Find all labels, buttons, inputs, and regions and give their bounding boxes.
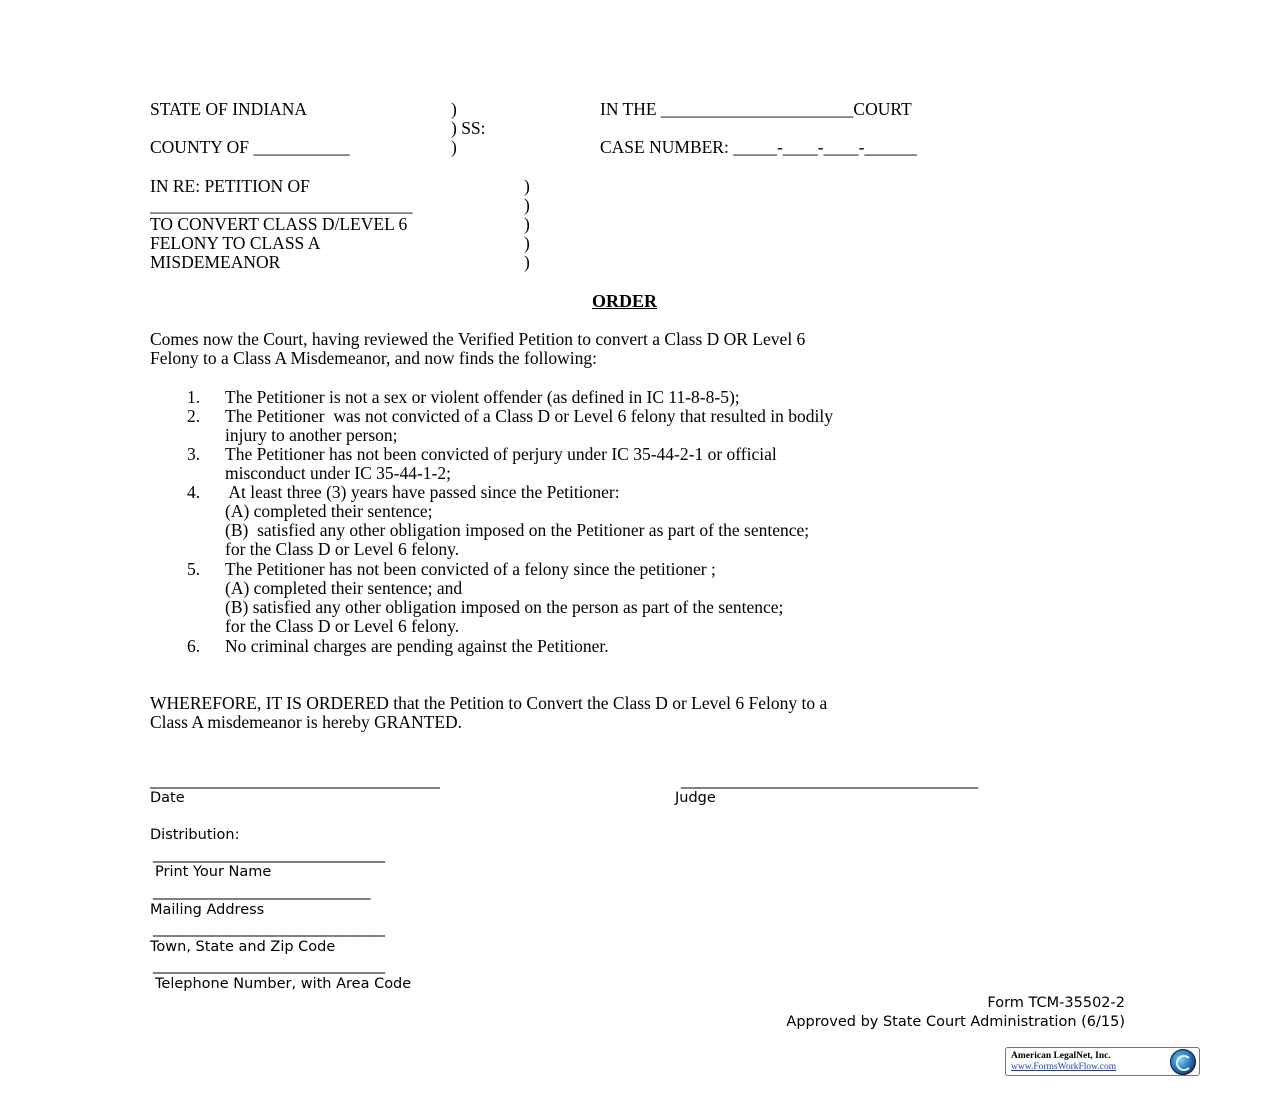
- finding-text: No criminal charges are pending against the Petitioner.: [225, 636, 609, 656]
- finding-number: 4.: [187, 482, 201, 502]
- finding-text: misconduct under IC 35-44-1-2;: [225, 463, 451, 483]
- form-number: Form TCM-35502-2: [987, 995, 1125, 1011]
- finding-text: The Petitioner has not been convicted of perjury under IC 35-44-2-1 or official: [225, 444, 777, 464]
- in-re-paren: ): [524, 233, 530, 253]
- in-re-line: IN RE: PETITION OF: [150, 176, 310, 196]
- in-re-line: TO CONVERT CLASS D/LEVEL 6: [150, 214, 408, 234]
- in-re-paren: ): [524, 252, 530, 272]
- finding-text: for the Class D or Level 6 felony.: [225, 616, 460, 636]
- intro-paragraph: Comes now the Court, having reviewed the Verified Petition to convert a Class D OR Level 6: [150, 329, 806, 349]
- telephone-line[interactable]: ________________________________: [153, 958, 385, 974]
- finding-text: The Petitioner was not convicted of a Class D or Level 6 felony that resulted in bodily: [225, 406, 833, 426]
- caption-paren: ): [451, 99, 457, 119]
- wherefore-paragraph: Class A misdemeanor is hereby GRANTED.: [150, 712, 463, 732]
- finding-text: for the Class D or Level 6 felony.: [225, 539, 460, 559]
- finding-number: 2.: [187, 406, 201, 426]
- distribution-heading: Distribution:: [150, 827, 240, 843]
- case-number-label: CASE NUMBER: _____-____-____-______: [600, 137, 917, 157]
- wherefore-paragraph: WHEREFORE, IT IS ORDERED that the Petition to Convert the Class D or Level 6 Felony to a: [150, 693, 828, 713]
- intro-paragraph: Felony to a Class A Misdemeanor, and now finds the following:: [150, 348, 597, 368]
- town-state-zip-line[interactable]: ________________________________: [153, 921, 385, 937]
- judge-label: Judge: [675, 790, 716, 806]
- finding-text: The Petitioner is not a sex or violent offender (as defined in IC 11-8-8-5);: [225, 387, 740, 407]
- date-signature-line[interactable]: ________________________________________: [150, 773, 440, 789]
- mailing-address-label: Mailing Address: [150, 902, 265, 918]
- ss-label: ) SS:: [451, 118, 486, 138]
- judge-signature-line[interactable]: _________________________________________: [681, 773, 979, 789]
- caption-paren: ): [451, 137, 457, 157]
- finding-number: 1.: [187, 387, 201, 407]
- finding-text: At least three (3) years have passed since the Petitioner:: [225, 482, 620, 502]
- in-re-line: FELONY TO CLASS A: [150, 233, 321, 253]
- approval-note: Approved by State Court Administration (6/15): [786, 1014, 1125, 1030]
- finding-text: The Petitioner has not been convicted of a felony since the petitioner ;: [225, 559, 716, 579]
- court-label: IN THE ______________________COURT: [600, 99, 912, 119]
- finding-number: 5.: [187, 559, 201, 579]
- finding-text: (B) satisfied any other obligation imposed on the Petitioner as part of the sentence;: [225, 520, 810, 540]
- state-label: STATE OF INDIANA: [150, 99, 308, 119]
- logo-url-link[interactable]: www.FormsWorkFlow.com: [1011, 1062, 1117, 1072]
- american-legalnet-logo[interactable]: [1005, 1047, 1200, 1076]
- in-re-line: ______________________________: [150, 195, 413, 215]
- town-state-zip-label: Town, State and Zip Code: [150, 939, 336, 955]
- globe-icon: [1170, 1049, 1196, 1075]
- logo-company-name: American LegalNet, Inc.: [1011, 1051, 1111, 1061]
- mailing-address-line[interactable]: ______________________________: [153, 884, 371, 900]
- finding-text: injury to another person;: [225, 425, 398, 445]
- page-title: ORDER: [592, 291, 658, 311]
- finding-text: (A) completed their sentence; and: [225, 578, 463, 598]
- finding-number: 6.: [187, 636, 201, 656]
- telephone-label: Telephone Number, with Area Code: [155, 976, 412, 992]
- county-label: COUNTY OF ___________: [150, 137, 350, 157]
- in-re-paren: ): [524, 214, 530, 234]
- finding-number: 3.: [187, 444, 201, 464]
- in-re-paren: ): [524, 176, 530, 196]
- print-name-label: Print Your Name: [155, 864, 272, 880]
- in-re-paren: ): [524, 195, 530, 215]
- finding-text: (B) satisfied any other obligation imposed on the person as part of the sentence;: [225, 597, 784, 617]
- finding-text: (A) completed their sentence;: [225, 501, 433, 521]
- date-label: Date: [150, 790, 185, 806]
- in-re-line: MISDEMEANOR: [150, 252, 281, 272]
- print-name-line[interactable]: ________________________________: [153, 847, 385, 863]
